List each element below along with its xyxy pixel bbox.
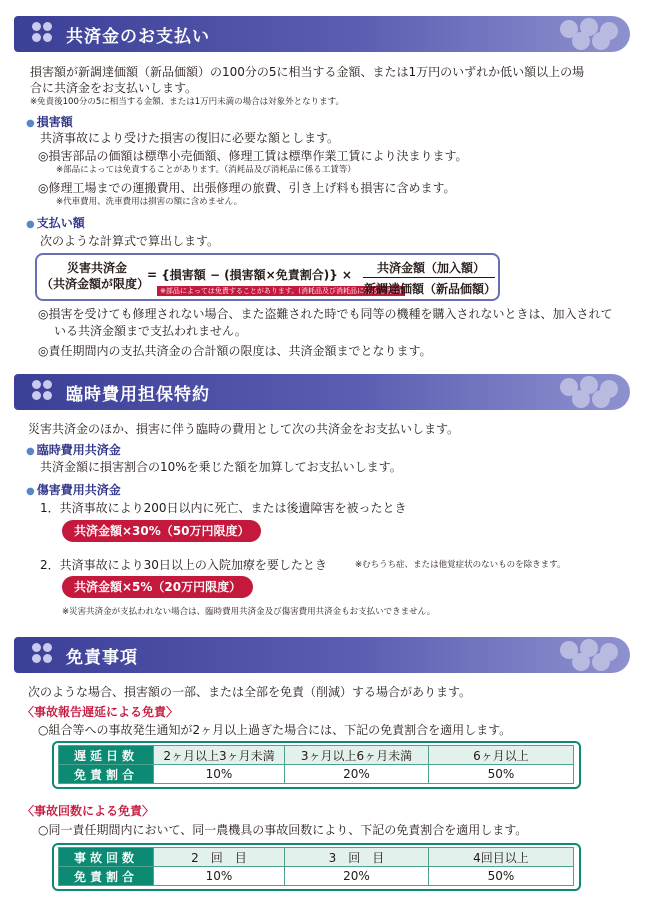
formula-middle: = {損害額 − (損害額×免責割合)} × xyxy=(147,268,352,282)
table-cell: 2ヶ月以上3ヶ月未満 xyxy=(154,746,285,765)
table-header-cell: 遅延日数 xyxy=(59,746,154,765)
section-banner-temporary-cost xyxy=(14,374,630,410)
section2-intro: 災害共済金のほか、損害に伴う臨時の費用として次の共済金をお支払いします。 xyxy=(28,422,460,436)
intro-note: ※免責後100分の5に相当する金額、または1万円未満の場合は対象外となります。 xyxy=(30,97,344,107)
table-row xyxy=(59,848,574,867)
section-banner-exemption xyxy=(14,637,630,673)
formula-numerator: 共済金額（加入額） xyxy=(377,261,486,275)
damage-note: ※代車費用、洗車費用は損害の額に含めません。 xyxy=(56,197,243,207)
flower-icon xyxy=(32,643,58,667)
table-cell: 20% xyxy=(285,867,429,886)
subheading-temp-cost: ● 臨時費用共済金 xyxy=(26,441,121,458)
subheading-delay: 〈事故報告遅延による免責〉 xyxy=(22,705,179,719)
fraction-bar xyxy=(363,277,495,278)
injury-pill-30: 共済金額×30%（50万円限度） xyxy=(62,520,261,542)
section-banner-payment xyxy=(14,16,630,52)
damage-note: ※部品によっては免責することがあります。（消耗品及び消耗品に係る工賃等） xyxy=(56,165,356,175)
subheading-count: 〈事故回数による免責〉 xyxy=(22,804,155,818)
table-cell: 20% xyxy=(285,765,429,784)
formula-left-top: 災害共済金 xyxy=(67,261,128,275)
subheading-damage: ● 損害額 xyxy=(26,113,73,130)
subheading-injury: ● 傷害費用共済金 xyxy=(26,481,121,498)
decoration-icon xyxy=(560,639,622,671)
section-title: 共済金のお支払い xyxy=(66,27,210,47)
section-title: 臨時費用担保特約 xyxy=(66,385,210,405)
injury-footnote: ※災害共済金が支払われない場合は、臨時費用共済金及び傷害費用共済金もお支払いできません。 xyxy=(62,607,436,617)
flower-icon xyxy=(32,380,58,404)
table-cell: 10% xyxy=(154,765,285,784)
section-title: 免責事項 xyxy=(66,648,138,668)
intro-line: 合に共済金をお支払いします。 xyxy=(30,81,198,95)
decoration-icon xyxy=(560,18,622,50)
delay-table xyxy=(58,745,574,784)
table-row xyxy=(59,867,574,886)
payment-formula xyxy=(35,253,500,301)
section3-intro: 次のような場合、損害額の一部、または全部を免責（削減）する場合があります。 xyxy=(28,685,472,699)
table-row xyxy=(59,765,574,784)
payment-item: ◎損害を受けても修理されない場合、また盗難された時でも同等の機種を購入されないときは、加入されて xyxy=(38,307,613,321)
table-row xyxy=(59,746,574,765)
table-header-cell: 事故回数 xyxy=(59,848,154,867)
injury-item: 1．共済事故により200日以内に死亡、または後遺障害を被ったとき xyxy=(40,501,407,515)
table-header-cell: 免責割合 xyxy=(59,867,154,886)
table-cell: 10% xyxy=(154,867,285,886)
table-cell: 50% xyxy=(429,765,574,784)
injury-note: ※むちうち症、または他覚症状のないものを除きます。 xyxy=(355,560,566,570)
injury-pill-5: 共済金額×5%（20万円限度） xyxy=(62,576,253,598)
formula-denominator: 新調達価額（新品価額） xyxy=(364,282,497,296)
delay-text: ○組合等への事故発生通知が2ヶ月以上過ぎた場合には、下記の免責割合を適用します。 xyxy=(38,723,512,737)
table-cell: 4回目以上 xyxy=(429,848,574,867)
table-cell: 50% xyxy=(429,867,574,886)
damage-item: ◎修理工場までの運搬費用、出張修理の旅費、引き上げ料も損害に含めます。 xyxy=(38,181,456,195)
flower-icon xyxy=(32,22,58,46)
temp-cost-text: 共済金額に損害割合の10%を乗じた額を加算してお支払いします。 xyxy=(40,460,402,474)
payment-text: 次のような計算式で算出します。 xyxy=(40,234,220,248)
injury-item: 2．共済事故により30日以上の入院加療を要したとき xyxy=(40,558,327,572)
decoration-icon xyxy=(560,376,622,408)
count-text: ○同一責任期間内において、同一農機具の事故回数により、下記の免責割合を適用します。 xyxy=(38,823,528,837)
subheading-payment: ● 支払い額 xyxy=(26,214,85,231)
table-cell: 3ヶ月以上6ヶ月未満 xyxy=(285,746,429,765)
count-table xyxy=(58,847,574,886)
table-cell: 3 回 目 xyxy=(285,848,429,867)
damage-item: ◎損害部品の価額は標準小売価額、修理工賃は標準作業工賃により決まります。 xyxy=(38,149,468,163)
table-cell: 2 回 目 xyxy=(154,848,285,867)
payment-item: いる共済金額まで支払われません。 xyxy=(54,324,247,338)
table-header-cell: 免責割合 xyxy=(59,765,154,784)
formula-left-bottom: （共済金額が限度） xyxy=(41,277,150,291)
payment-item: ◎責任期間内の支払共済金の合計額の限度は、共済金額までとなります。 xyxy=(38,344,432,358)
table-cell: 6ヶ月以上 xyxy=(429,746,574,765)
formula-note: ※部品によっては免責することがあります。(消耗品及び消耗品に係る工賃等) xyxy=(157,286,405,296)
damage-text: 共済事故により受けた損害の復旧に必要な額とします。 xyxy=(40,131,340,145)
intro-line: 損害額が新調達価額（新品価額）の100分の5に相当する金額、または1万円のいずれか低い額以上の場 xyxy=(30,65,585,79)
